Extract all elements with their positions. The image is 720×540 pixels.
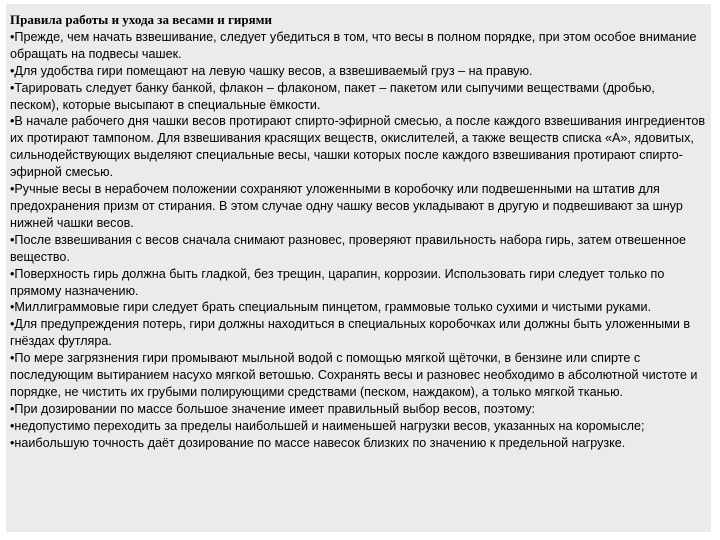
rule-item: •Миллиграммовые гири следует брать специальным пинцетом, граммовые только сухими и чистыми руками.: [10, 300, 651, 315]
document-text-block: [6, 4, 711, 532]
rules-list: [10, 29, 707, 452]
rule-item: •Поверхность гирь должна быть гладкой, без трещин, царапин, коррозии. Использовать гири следует только по прямому назначению.: [10, 266, 665, 298]
rule-item: •Для предупреждения потерь, гири должны находиться в специальных коробочках или должны быть уложенными в гнёздах футляра.: [10, 317, 691, 349]
rule-item: •Тарировать следует банку банкой, флакон – флаконом, пакет – пакетом или сыпучими веществами (дробью, песком), которые высыпают в специальные ёмкости.: [10, 80, 655, 112]
rule-item: •недопустимо переходить за пределы наибольшей и наименьшей нагрузки весов, указанных на коромысле;: [10, 418, 645, 433]
rule-item: •По мере загрязнения гири промывают мыльной водой с помощью мягкой щёточки, в бензине или спирте с последующим вытиранием насухо мягкой ветошью. Сохранять весы и разновес необходимо в абсолютной чистоте и порядке, не чистить их грубыми полирующими средствами (песком, наждаком), а только мягкой тканью.: [10, 351, 698, 399]
document-title: Правила работы и ухода за весами и гирями: [10, 12, 272, 27]
rule-item: •В начале рабочего дня чашки весов протирают спирто-эфирной смесью, а после каждого взвешивания ингредиентов их протирают тампоном. Для взвешивания красящих веществ, окислителей, а также веществ списка «А», ядовитых, сильнодействующих выделяют специальные весы, чашки которых после каждого взвешивания протирают спирто-эфирной смесью.: [10, 114, 706, 180]
rule-item: •Ручные весы в нерабочем положении сохраняют уложенными в коробочку или подвешенными на штатив для предохранения призм от стирания. В этом случае одну чашку весов укладывают в другую и подвешивают за шнур нижней чашки весов.: [10, 182, 683, 230]
rule-item: •После взвешивания с весов сначала снимают разновес, проверяют правильность набора гирь, затем отвешенное вещество.: [10, 232, 686, 264]
rule-item: •Прежде, чем начать взвешивание, следует убедиться в том, что весы в полном порядке, при этом особое внимание обращать на подвесы чашек.: [10, 29, 697, 61]
rule-item: •Для удобства гири помещают на левую чашку весов, а взвешиваемый груз – на правую.: [10, 63, 533, 78]
rule-item: •наибольшую точность даёт дозирование по массе навесок близких по значению к предельной нагрузке.: [10, 435, 626, 450]
rule-item: •При дозировании по массе большое значение имеет правильный выбор весов, поэтому:: [10, 401, 536, 416]
